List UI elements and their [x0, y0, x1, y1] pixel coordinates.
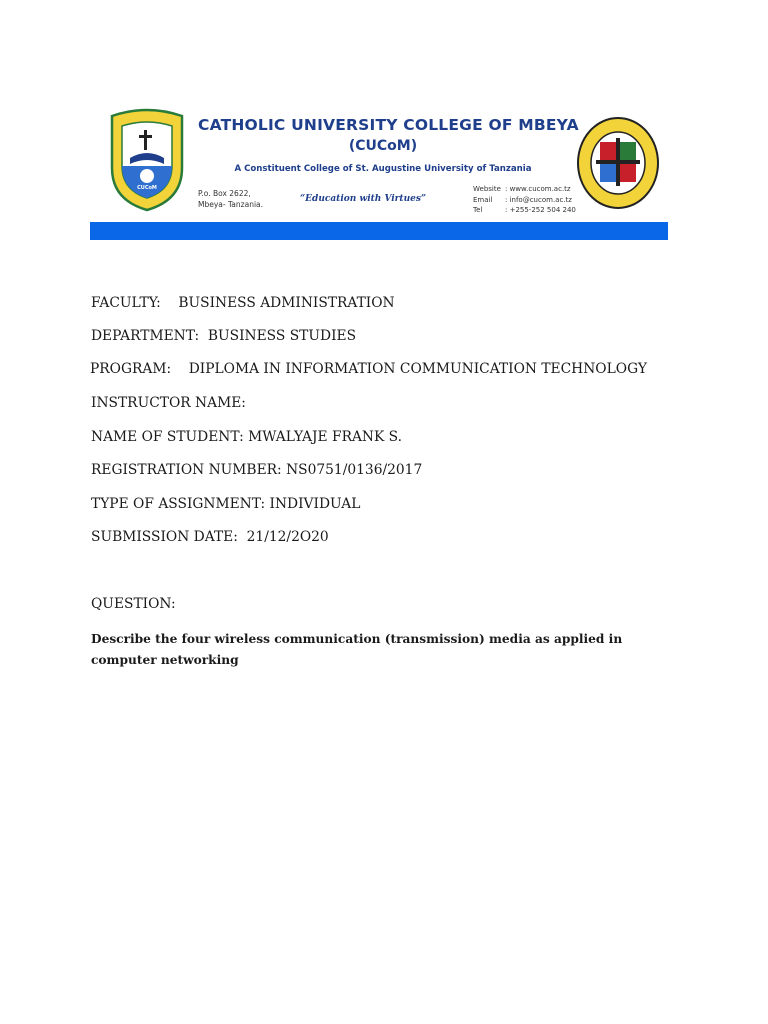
- college-subtitle: A Constituent College of St. Augustine University of Tanzania: [234, 164, 532, 174]
- faculty-line: [91, 295, 395, 311]
- college-motto: “Education with Virtues”: [300, 194, 427, 204]
- student-line: [91, 429, 402, 445]
- department-value: BUSINESS STUDIES: [207, 328, 357, 344]
- contact-block: [473, 184, 576, 216]
- postal-line-1: P.o. Box 2622,: [198, 189, 251, 198]
- instructor-label: INSTRUCTOR NAME:: [91, 395, 246, 411]
- website-label: Website: [473, 185, 501, 193]
- registration-line: [91, 462, 422, 478]
- letterhead: [90, 104, 668, 242]
- saut-logo: [576, 116, 660, 210]
- submission-line: [91, 529, 329, 545]
- email-value: : info@cucom.ac.tz: [505, 195, 572, 204]
- faculty-value: BUSINESS ADMINISTRATION: [178, 295, 395, 311]
- tel-label: Tel: [473, 206, 483, 214]
- college-abbreviation: (CUCoM): [348, 138, 418, 154]
- postal-address: [198, 188, 263, 210]
- postal-line-2: Mbeya- Tanzania.: [198, 200, 264, 209]
- registration-label: REGISTRATION NUMBER:: [91, 462, 282, 478]
- department-label: DEPARTMENT:: [91, 328, 200, 344]
- email-label: Email: [473, 195, 493, 204]
- faculty-label: FACULTY:: [91, 295, 161, 311]
- letterhead-divider-bar: [90, 222, 668, 240]
- submission-label: SUBMISSION DATE:: [91, 529, 238, 545]
- student-label: NAME OF STUDENT:: [91, 429, 244, 445]
- assignment-line: [91, 496, 360, 512]
- student-value: MWALYAJE FRANK S.: [248, 429, 403, 445]
- program-value: DIPLOMA IN INFORMATION COMMUNICATION TECHNOLOGY: [188, 361, 647, 377]
- assignment-value: INDIVIDUAL: [269, 496, 361, 512]
- submission-value: 21/12/2O20: [246, 529, 329, 545]
- department-line: [91, 328, 356, 344]
- program-line: [90, 361, 647, 377]
- cucom-logo: [106, 108, 188, 212]
- assignment-label: TYPE OF ASSIGNMENT:: [91, 496, 266, 512]
- question-heading: QUESTION:: [91, 596, 176, 612]
- tel-value: : +255-252 504 240: [505, 206, 576, 214]
- instructor-line: [91, 395, 246, 411]
- logo-left-abbr: CUCoM: [137, 185, 157, 191]
- website-value: : www.cucom.ac.tz: [505, 185, 571, 193]
- program-label: PROGRAM:: [90, 361, 172, 377]
- registration-value: NS0751/0136/2017: [286, 462, 423, 478]
- college-title: CATHOLIC UNIVERSITY COLLEGE OF MBEYA: [198, 116, 579, 134]
- question-text: Describe the four wireless communication (transmission) media as applied in computer networking: [91, 632, 623, 667]
